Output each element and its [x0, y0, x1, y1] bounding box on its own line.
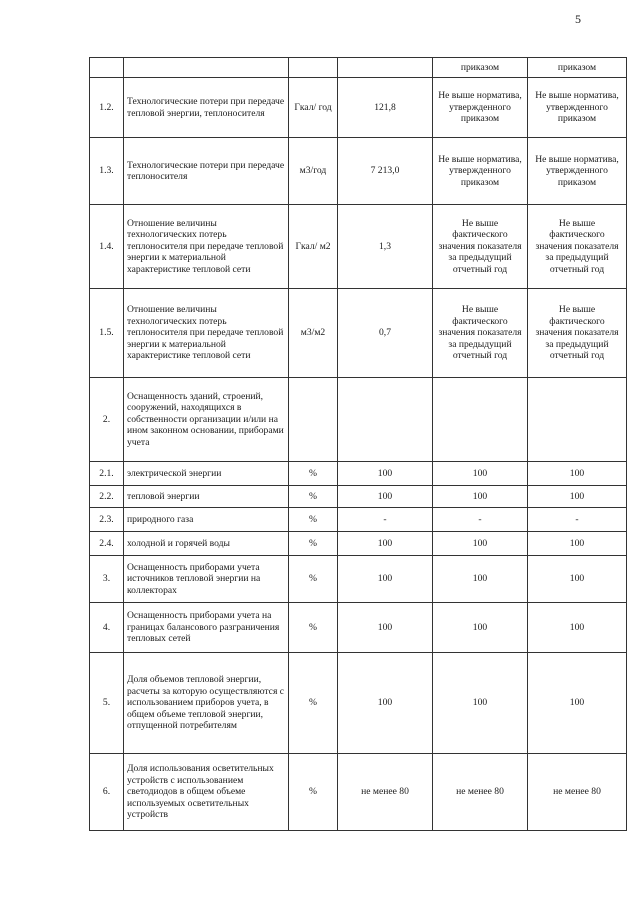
- indicator-name-cell: [124, 58, 289, 78]
- value-col3-cell: 100: [528, 556, 627, 603]
- row-number-cell: 1.3.: [90, 138, 124, 205]
- page-number: 5: [575, 12, 581, 26]
- unit-cell: %: [289, 462, 338, 486]
- value-col1-cell: 100: [338, 603, 433, 653]
- row-number-cell: 2.3.: [90, 508, 124, 532]
- row-number-cell: 2.2.: [90, 486, 124, 508]
- table-row: [90, 205, 627, 289]
- value-col1-cell: -: [338, 508, 433, 532]
- table-row: [90, 58, 627, 78]
- indicator-name-cell: электрической энергии: [124, 462, 289, 486]
- table-row: [90, 653, 627, 754]
- value-col2-cell: 100: [433, 532, 528, 556]
- indicator-name-cell: Технологические потери при передаче теплоносителя: [124, 138, 289, 205]
- row-number-cell: [90, 58, 124, 78]
- table-row: [90, 462, 627, 486]
- value-col2-cell: Не выше норматива, утвержденного приказом: [433, 138, 528, 205]
- value-col3-cell: 100: [528, 532, 627, 556]
- value-col3-cell: 100: [528, 603, 627, 653]
- row-number-cell: 1.4.: [90, 205, 124, 289]
- table-row: [90, 754, 627, 831]
- row-number-cell: 3.: [90, 556, 124, 603]
- value-col3-cell: 100: [528, 653, 627, 754]
- table-row: [90, 289, 627, 378]
- value-col2-cell: 100: [433, 462, 528, 486]
- indicator-name-cell: Отношение величины технологических потерь теплоносителя при передаче тепловой энергии к материальной характеристике тепловой сети: [124, 205, 289, 289]
- value-col1-cell: 100: [338, 556, 433, 603]
- value-col1-cell: 121,8: [338, 78, 433, 138]
- row-number-cell: 2.4.: [90, 532, 124, 556]
- value-col3-cell: Не выше норматива, утвержденного приказом: [528, 138, 627, 205]
- unit-cell: %: [289, 486, 338, 508]
- unit-cell: %: [289, 603, 338, 653]
- value-col1-cell: 100: [338, 653, 433, 754]
- table-row: [90, 78, 627, 138]
- unit-cell: %: [289, 754, 338, 831]
- value-col3-cell: 100: [528, 462, 627, 486]
- table-row: [90, 556, 627, 603]
- indicator-name-cell: природного газа: [124, 508, 289, 532]
- row-number-cell: 6.: [90, 754, 124, 831]
- indicator-name-cell: холодной и горячей воды: [124, 532, 289, 556]
- row-number-cell: 1.2.: [90, 78, 124, 138]
- value-col1-cell: [338, 58, 433, 78]
- table-row: [90, 603, 627, 653]
- value-col1-cell: не менее 80: [338, 754, 433, 831]
- value-col2-cell: Не выше фактического значения показателя за предыдущий отчетный год: [433, 289, 528, 378]
- value-col1-cell: 100: [338, 462, 433, 486]
- value-col2-cell: Не выше норматива, утвержденного приказом: [433, 78, 528, 138]
- indicator-name-cell: Доля объемов тепловой энергии, расчеты за которую осуществляются с использованием приборов учета, в общем объеме тепловой энергии, отпущенной потребителям: [124, 653, 289, 754]
- unit-cell: %: [289, 556, 338, 603]
- row-number-cell: 1.5.: [90, 289, 124, 378]
- indicator-name-cell: тепловой энергии: [124, 486, 289, 508]
- indicator-name-cell: Отношение величины технологических потерь теплоносителя при передаче тепловой энергии к материальной характеристике тепловой сети: [124, 289, 289, 378]
- indicator-name-cell: Оснащенность зданий, строений, сооружений, находящихся в собственности организации и/или на ином законном основании, приборами учета: [124, 378, 289, 462]
- indicator-name-cell: Оснащенность приборами учета источников тепловой энергии на коллекторах: [124, 556, 289, 603]
- value-col3-cell: [528, 378, 627, 462]
- value-col1-cell: 1,3: [338, 205, 433, 289]
- value-col2-cell: приказом: [433, 58, 528, 78]
- value-col3-cell: -: [528, 508, 627, 532]
- value-col2-cell: [433, 378, 528, 462]
- value-col2-cell: Не выше фактического значения показателя за предыдущий отчетный год: [433, 205, 528, 289]
- indicator-name-cell: Технологические потери при передаче тепловой энергии, теплоносителя: [124, 78, 289, 138]
- row-number-cell: 4.: [90, 603, 124, 653]
- value-col1-cell: 7 213,0: [338, 138, 433, 205]
- value-col1-cell: [338, 378, 433, 462]
- row-number-cell: 5.: [90, 653, 124, 754]
- unit-cell: Гкал/ м2: [289, 205, 338, 289]
- value-col2-cell: 100: [433, 486, 528, 508]
- value-col3-cell: 100: [528, 486, 627, 508]
- value-col3-cell: Не выше фактического значения показателя за предыдущий отчетный год: [528, 289, 627, 378]
- table-row: [90, 508, 627, 532]
- value-col2-cell: 100: [433, 653, 528, 754]
- indicator-name-cell: Оснащенность приборами учета на границах балансового разграничения тепловых сетей: [124, 603, 289, 653]
- value-col3-cell: приказом: [528, 58, 627, 78]
- table-row: [90, 486, 627, 508]
- table-row: [90, 378, 627, 462]
- row-number-cell: 2.: [90, 378, 124, 462]
- indicators-table: [89, 57, 627, 831]
- value-col3-cell: Не выше фактического значения показателя за предыдущий отчетный год: [528, 205, 627, 289]
- value-col3-cell: Не выше норматива, утвержденного приказом: [528, 78, 627, 138]
- value-col1-cell: 100: [338, 532, 433, 556]
- value-col2-cell: не менее 80: [433, 754, 528, 831]
- unit-cell: м3/год: [289, 138, 338, 205]
- table-body: [90, 58, 627, 831]
- value-col1-cell: 0,7: [338, 289, 433, 378]
- value-col2-cell: -: [433, 508, 528, 532]
- table-row: [90, 532, 627, 556]
- value-col2-cell: 100: [433, 603, 528, 653]
- unit-cell: [289, 378, 338, 462]
- indicator-name-cell: Доля использования осветительных устройств с использованием светодиодов в общем объеме используемых осветительных устройств: [124, 754, 289, 831]
- unit-cell: Гкал/ год: [289, 78, 338, 138]
- table-row: [90, 138, 627, 205]
- unit-cell: %: [289, 532, 338, 556]
- unit-cell: [289, 58, 338, 78]
- unit-cell: %: [289, 653, 338, 754]
- row-number-cell: 2.1.: [90, 462, 124, 486]
- value-col1-cell: 100: [338, 486, 433, 508]
- value-col3-cell: не менее 80: [528, 754, 627, 831]
- unit-cell: м3/м2: [289, 289, 338, 378]
- value-col2-cell: 100: [433, 556, 528, 603]
- unit-cell: %: [289, 508, 338, 532]
